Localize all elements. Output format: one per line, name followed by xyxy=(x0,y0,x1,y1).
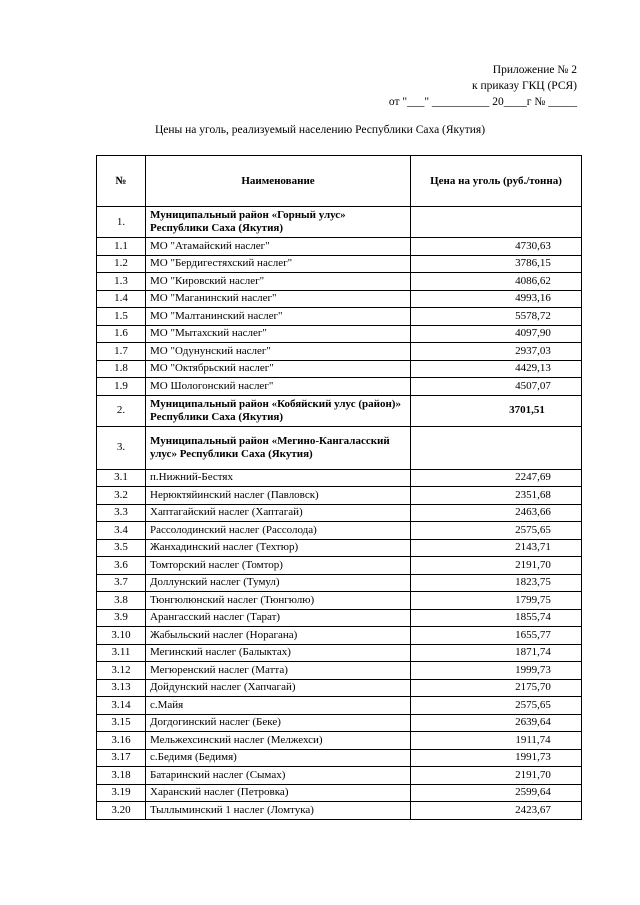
row-number: 1.3 xyxy=(97,273,146,291)
row-name: Харанский наслег (Петровка) xyxy=(146,784,411,802)
row-number: 3.5 xyxy=(97,539,146,557)
row-number: 3.14 xyxy=(97,697,146,715)
table-row xyxy=(97,732,582,750)
table-row xyxy=(97,487,582,505)
row-name: Рассолодинский наслег (Рассолода) xyxy=(146,522,411,540)
row-price: 2937,03 xyxy=(411,343,582,361)
table-row xyxy=(97,714,582,732)
row-name: Нерюктяйинский наслег (Павловск) xyxy=(146,487,411,505)
row-name: Батаринский наслег (Сымах) xyxy=(146,767,411,785)
table-row xyxy=(97,767,582,785)
row-name: МО "Маганинский наслег" xyxy=(146,290,411,308)
row-price: 1999,73 xyxy=(411,662,582,680)
row-price: 2423,67 xyxy=(411,802,582,820)
row-name: Арангасский наслег (Тарат) xyxy=(146,609,411,627)
row-name: МО "Бердигестяхский наслег" xyxy=(146,255,411,273)
row-number: 1.4 xyxy=(97,290,146,308)
row-number: 3.15 xyxy=(97,714,146,732)
row-price: 2575,65 xyxy=(411,522,582,540)
row-price: 2143,71 xyxy=(411,539,582,557)
row-price: 1855,74 xyxy=(411,609,582,627)
row-name: п.Нижний-Бестях xyxy=(146,469,411,487)
row-number: 2. xyxy=(97,395,146,426)
row-price: 1655,77 xyxy=(411,627,582,645)
table-row xyxy=(97,273,582,291)
row-price: 2175,70 xyxy=(411,679,582,697)
table-row xyxy=(97,378,582,396)
row-number: 3.13 xyxy=(97,679,146,697)
row-price: 2463,66 xyxy=(411,504,582,522)
row-price: 5578,72 xyxy=(411,308,582,326)
table-row xyxy=(97,343,582,361)
row-number: 1.7 xyxy=(97,343,146,361)
row-number: 3. xyxy=(97,426,146,469)
column-header-price: Цена на уголь (руб./тонна) xyxy=(411,156,582,207)
row-number: 3.18 xyxy=(97,767,146,785)
table-row xyxy=(97,360,582,378)
row-price: 1871,74 xyxy=(411,644,582,662)
row-price: 4507,07 xyxy=(411,378,582,396)
order-date-line: от "___" __________ 20____г № _____ xyxy=(388,96,577,108)
table-row xyxy=(97,697,582,715)
row-name: МО "Одунунский наслег" xyxy=(146,343,411,361)
row-number: 3.7 xyxy=(97,574,146,592)
table-row xyxy=(97,644,582,662)
column-header-number: № xyxy=(97,156,146,207)
table-group-row xyxy=(97,426,582,469)
table-row xyxy=(97,539,582,557)
row-number: 3.19 xyxy=(97,784,146,802)
row-name: Догдогинский наслег (Беке) xyxy=(146,714,411,732)
row-price: 4993,16 xyxy=(411,290,582,308)
row-name: МО Шологонский наслег" xyxy=(146,378,411,396)
row-number: 3.16 xyxy=(97,732,146,750)
row-name: с.Майя xyxy=(146,697,411,715)
row-name: Тыллыминский 1 наслег (Ломтука) xyxy=(146,802,411,820)
row-price: 3701,51 xyxy=(411,395,582,426)
row-price xyxy=(411,426,582,469)
appendix-header xyxy=(389,62,577,110)
table-row xyxy=(97,308,582,326)
row-number: 3.12 xyxy=(97,662,146,680)
row-number: 3.8 xyxy=(97,592,146,610)
row-name: с.Бедимя (Бедимя) xyxy=(146,749,411,767)
row-price: 2575,65 xyxy=(411,697,582,715)
table-row xyxy=(97,557,582,575)
row-name: МО "Малтанинский наслег" xyxy=(146,308,411,326)
row-number: 3.10 xyxy=(97,627,146,645)
row-name: Доллунский наслег (Тумул) xyxy=(146,574,411,592)
table-row xyxy=(97,627,582,645)
row-name: Муниципальный район «Горный улус» Республики Саха (Якутия) xyxy=(146,207,411,238)
row-name: Хаптагайский наслег (Хаптагай) xyxy=(146,504,411,522)
row-number: 3.1 xyxy=(97,469,146,487)
coal-price-table xyxy=(96,155,582,820)
row-name: МО "Октябрьский наслег" xyxy=(146,360,411,378)
row-name: МО "Атамайский наслег" xyxy=(146,238,411,256)
row-name: Мельжехсинский наслег (Мелжехси) xyxy=(146,732,411,750)
row-name: Мегюренский наслег (Матта) xyxy=(146,662,411,680)
row-name: Тюнгюлюнский наслег (Тюнгюлю) xyxy=(146,592,411,610)
row-name: МО "Мытахский наслег" xyxy=(146,325,411,343)
row-price: 4097,90 xyxy=(411,325,582,343)
row-price: 2351,68 xyxy=(411,487,582,505)
row-number: 1.6 xyxy=(97,325,146,343)
row-number: 3.17 xyxy=(97,749,146,767)
table-row xyxy=(97,802,582,820)
row-price: 2191,70 xyxy=(411,557,582,575)
table-row xyxy=(97,325,582,343)
column-header-name: Наименование xyxy=(146,156,411,207)
row-name: Муниципальный район «Мегино-Кангаласский улус» Республики Саха (Якутия) xyxy=(146,426,411,469)
table-body xyxy=(97,207,582,820)
table-row xyxy=(97,609,582,627)
row-number: 1. xyxy=(97,207,146,238)
row-number: 3.11 xyxy=(97,644,146,662)
row-price: 4730,63 xyxy=(411,238,582,256)
row-price: 2599,64 xyxy=(411,784,582,802)
row-name: Жанхадинский наслег (Техтюр) xyxy=(146,539,411,557)
table-row xyxy=(97,469,582,487)
appendix-number: Приложение № 2 xyxy=(492,64,577,76)
table-row xyxy=(97,592,582,610)
row-price: 2191,70 xyxy=(411,767,582,785)
row-name: Томторский наслег (Томтор) xyxy=(146,557,411,575)
table-group-row xyxy=(97,395,582,426)
row-number: 3.9 xyxy=(97,609,146,627)
row-price: 3786,15 xyxy=(411,255,582,273)
row-price: 1911,74 xyxy=(411,732,582,750)
table-row xyxy=(97,679,582,697)
row-price: 4429,13 xyxy=(411,360,582,378)
row-name: Муниципальный район «Кобяйский улус (район)» Республики Саха (Якутия) xyxy=(146,395,411,426)
row-number: 3.2 xyxy=(97,487,146,505)
row-number: 3.20 xyxy=(97,802,146,820)
row-name: Мегинский наслег (Балыктах) xyxy=(146,644,411,662)
row-price: 2247,69 xyxy=(411,469,582,487)
table-row xyxy=(97,238,582,256)
row-number: 1.2 xyxy=(97,255,146,273)
row-number: 3.4 xyxy=(97,522,146,540)
row-number: 1.1 xyxy=(97,238,146,256)
row-name: МО "Кировский наслег" xyxy=(146,273,411,291)
row-number: 3.6 xyxy=(97,557,146,575)
table-group-row xyxy=(97,207,582,238)
document-title: Цены на уголь, реализуемый населению Республики Саха (Якутия) xyxy=(154,124,486,136)
row-price: 4086,62 xyxy=(411,273,582,291)
table-row xyxy=(97,504,582,522)
table-row xyxy=(97,290,582,308)
table-row xyxy=(97,522,582,540)
row-name: Жабыльский наслег (Норагана) xyxy=(146,627,411,645)
table-row xyxy=(97,574,582,592)
row-price: 1823,75 xyxy=(411,574,582,592)
row-name: Дойдунский наслег (Хапчагай) xyxy=(146,679,411,697)
row-price: 1799,75 xyxy=(411,592,582,610)
row-number: 1.8 xyxy=(97,360,146,378)
table-row xyxy=(97,255,582,273)
table-row xyxy=(97,662,582,680)
row-price: 2639,64 xyxy=(411,714,582,732)
row-number: 1.5 xyxy=(97,308,146,326)
row-price xyxy=(411,207,582,238)
row-number: 1.9 xyxy=(97,378,146,396)
row-number: 3.3 xyxy=(97,504,146,522)
order-reference: к приказу ГКЦ (РСЯ) xyxy=(472,80,577,92)
row-price: 1991,73 xyxy=(411,749,582,767)
table-row xyxy=(97,784,582,802)
table-row xyxy=(97,749,582,767)
